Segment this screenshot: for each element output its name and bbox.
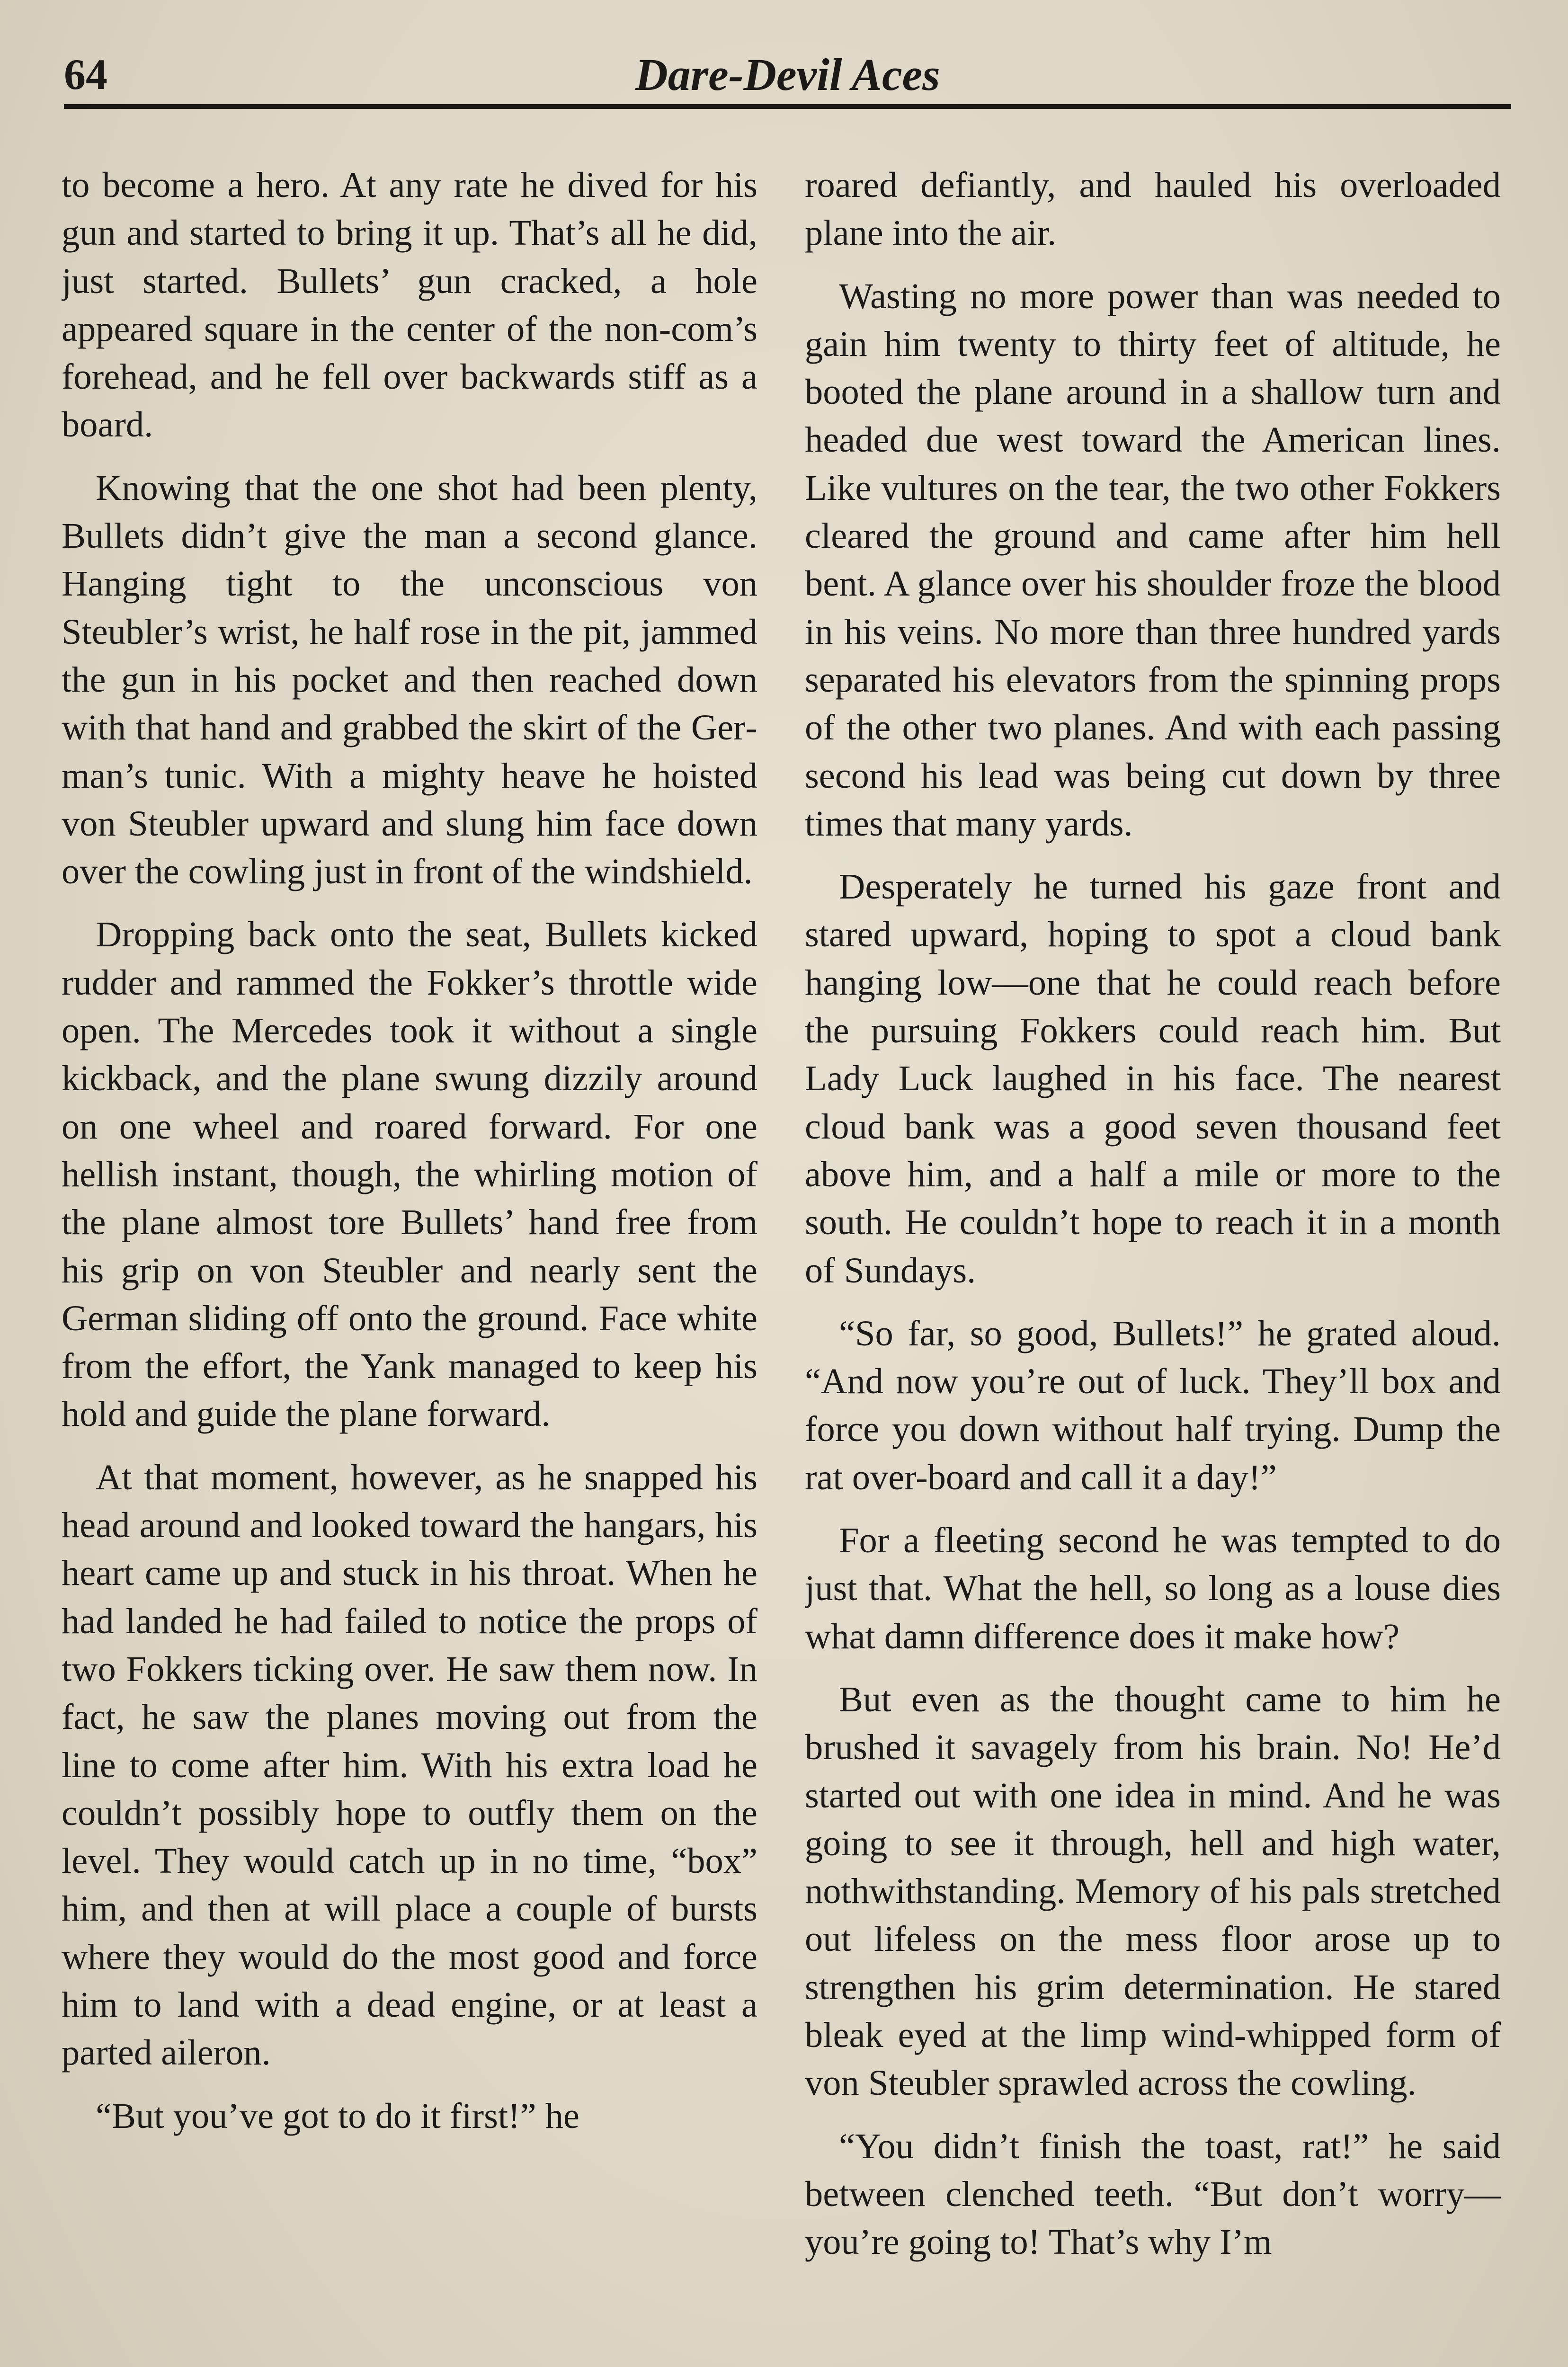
page-number: 64 [64, 50, 107, 98]
paragraph: Desperately he turned his gaze front and stared upward, hoping to spot a cloud bank hanging low—one that he could reach before the pursuing Fokkers could reach him. But Lady Luck laughed in his face. The nearest cloud bank was a good seven thousand feet above him, and a half a mile or more to the south. He couldn’t hope to reach it in a month of Sundays. [805, 866, 1501, 1290]
page-header [64, 45, 1511, 109]
paragraph: “But you’ve got to do it first!” he [96, 2095, 579, 2136]
paragraph: For a fleeting second he was tempted to do just that. What the hell, so long as a louse dies what damn difference does it make how? [805, 1520, 1501, 1656]
paragraph: Wasting no more power than was needed to gain him twenty to thirty feet of altitude, he booted the plane around in a shallow turn and headed due west toward the American lines. Like vultures on the tear, the two other Fokkers cleared the ground and came after him hell bent. A glance over his shoulder froze the blood in his veins. No more than three hundred yards separated his elevators from the spinning props of the other two planes. And with each passing second his lead was being cut down by three times that many yards. [805, 276, 1501, 844]
paragraph: to become a hero. At any rate he dived for his gun and started to bring it up. That’s all he did, just started. Bullets’ gun cracked, a hole appeared square in the center of the non-com’s forehead, and he fell over backwards stiff as a board. [62, 165, 757, 445]
paragraph: At that moment, however, as he snapped his head around and looked toward the hangars, his heart came up and stuck in his throat. When he had landed he had failed to notice the props of two Fokkers ticking over. He saw them now. In fact, he saw the planes moving out from the line to come after him. With his extra load he couldn’t possibly hope to outfly them on the level. They would catch up in no time, “box” him, and then at will place a couple of bursts where they would do the most good and force him to land with a dead engine, or at least a parted aileron. [62, 1457, 757, 2073]
paragraph: Knowing that the one shot had been plenty, Bullets didn’t give the man a second glance. Hanging tight to the unconscious von Steubler’s wrist, he half rose in the pit, jammed the gun in his pocket and then reached down with that hand and grabbed the skirt of the German’s tunic. With a mighty heave he hoisted von Steubler upward and slung him face down over the cowling just in front of the windshield. [62, 467, 757, 892]
paragraph: But even as the thought came to him he brushed it savagely from his brain. No! He’d started out with one idea in mind. And he was going to see it through, hell and high water, nothwithstanding. Memory of his pals stretched out lifeless on the mess floor arose up to strengthen his grim determination. He stared bleak eyed at the limp wind-whipped form of von Steubler sprawled across the cowling. [805, 1679, 1501, 2103]
paragraph: “So far, so good, Bullets!” he grated aloud. “And now you’re out of luck. They’ll box and force you down without half trying. Dump the rat over-board and call it a day!” [805, 1313, 1501, 1497]
paragraph: Dropping back onto the seat, Bullets kicked rudder and rammed the Fokker’s throttle wide open. The Mercedes took it without a single kickback, and the plane swung dizzily around on one wheel and roared forward. For one hellish instant, though, the whirling motion of the plane almost tore Bullets’ hand free from his grip on von Steubler and nearly sent the German sliding off onto the ground. Face white from the effort, the Yank managed to keep his hold and guide the plane forward. [62, 914, 757, 1434]
running-title: Dare-Devil Aces [635, 49, 940, 100]
paragraph: “You didn’t finish the toast, rat!” he said between clenched teeth. “But don’t worry—you’re going to! That’s why I’m [805, 2126, 1501, 2262]
left-column [62, 161, 757, 2367]
right-column [805, 161, 1501, 2367]
paragraph: roared defiantly, and hauled his overloaded plane into the air. [805, 165, 1501, 253]
